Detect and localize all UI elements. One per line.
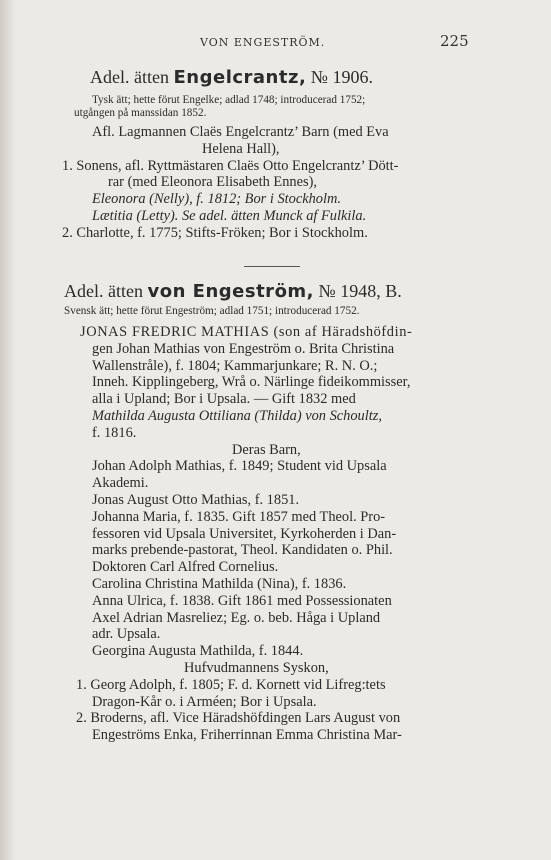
entry-line: Johan Adolph Mathias, f. 1849; Student vid Upsala [92, 458, 387, 475]
entry-line: rar (med Eleonora Elisabeth Ennes), [108, 174, 317, 191]
entry-line: Hufvudmannens Syskon, [184, 659, 329, 676]
entry-line: Helena Hall), [202, 140, 280, 157]
section-von-engestrom [64, 280, 490, 744]
entry-line: fessoren vid Upsala Universitet, Kyrkoherden i Dan- [92, 525, 397, 542]
entry-line: Jonas August Otto Mathias, f. 1851. [92, 491, 300, 508]
entry-line: marks prebende-pastorat, Theol. Kandidaten o. Phil. [92, 542, 393, 559]
family-name: Engelcrantz, [173, 67, 307, 88]
entry-line: Inneh. Kipplingeberg, Wrå o. Närlinge fideikommisser, [92, 374, 411, 391]
entry-line: Anna Ulrica, f. 1838. Gift 1861 med Possessionaten [92, 592, 392, 609]
entry-line: Wallenstråle), f. 1804; Kammarjunkare; R. N. O.; [92, 357, 378, 374]
section-heading: Adel. ätten Engelcrantz, № 1906. [90, 67, 373, 88]
entry-line: 1. Georg Adolph, f. 1805; F. d. Kornett vid Lifreg:tets [76, 676, 386, 693]
entry-line: Mathilda Augusta Ottiliana (Thilda) von Schoultz, [92, 407, 382, 424]
section-divider [244, 266, 300, 267]
entry-line: Akademi. [92, 475, 149, 492]
running-title: VON ENGESTRÖM. [200, 36, 326, 49]
family-name: von Engeström, [147, 281, 315, 302]
entry-line: 2. Charlotte, f. 1775; Stifts-Fröken; Bor i Stockholm. [62, 224, 368, 241]
entry-line: f. 1816. [92, 424, 137, 441]
entry-line: 2. Broderns, afl. Vice Häradshöfdingen Lars August von [76, 710, 401, 727]
entry-line: Deras Barn, [232, 441, 301, 458]
entry-line: Doktoren Carl Alfred Cornelius. [92, 559, 279, 576]
entry-line: alla i Upland; Bor i Upsala. — Gift 1832 med [92, 391, 356, 408]
section-note-line: Tysk ätt; hette förut Engelke; adlad 1748; introducerad 1752; [92, 94, 366, 106]
entry-line: Johanna Maria, f. 1835. Gift 1857 med Theol. Pro- [92, 508, 386, 525]
page-number: 225 [440, 32, 469, 50]
section-note-line: utgången på manssidan 1852. [74, 107, 207, 119]
entry-line: JONAS FREDRIC MATHIAS (son af Häradshöfdin- [80, 324, 413, 340]
section-heading: Adel. ätten von Engeström, № 1948, B. [64, 281, 402, 302]
entry-line: Afl. Lagmannen Claës Engelcrantz’ Barn (med Eva [92, 124, 389, 140]
entry-line: Lætitia (Letty). Se adel. ätten Munck af Fulkila. [92, 207, 367, 224]
page-gutter [0, 0, 14, 860]
entry-line: Carolina Christina Mathilda (Nina), f. 1836. [92, 575, 347, 592]
entry-line: Engeströms Enka, Friherrinnan Emma Christina Mar- [92, 727, 402, 744]
entry-line: Axel Adrian Masreliez; Eg. o. beb. Håga i Upland [92, 609, 381, 626]
entry-line: gen Johan Mathias von Engeström o. Brita Christina [92, 340, 395, 357]
entry-line: 1. Sonens, afl. Ryttmästaren Claës Otto Engelcrantz’ Dött- [62, 157, 399, 174]
entry-line: adr. Upsala. [92, 626, 161, 643]
section-note-line: Svensk ätt; hette förut Engeström; adlad 1751; introducerad 1752. [64, 305, 360, 317]
entry-line: Georgina Augusta Mathilda, f. 1844. [92, 643, 304, 660]
section-engelcrantz [62, 66, 486, 242]
entry-line: Dragon-Kår o. i Arméen; Bor i Upsala. [92, 693, 317, 710]
entry-line: Eleonora (Nelly), f. 1812; Bor i Stockholm. [92, 191, 341, 208]
